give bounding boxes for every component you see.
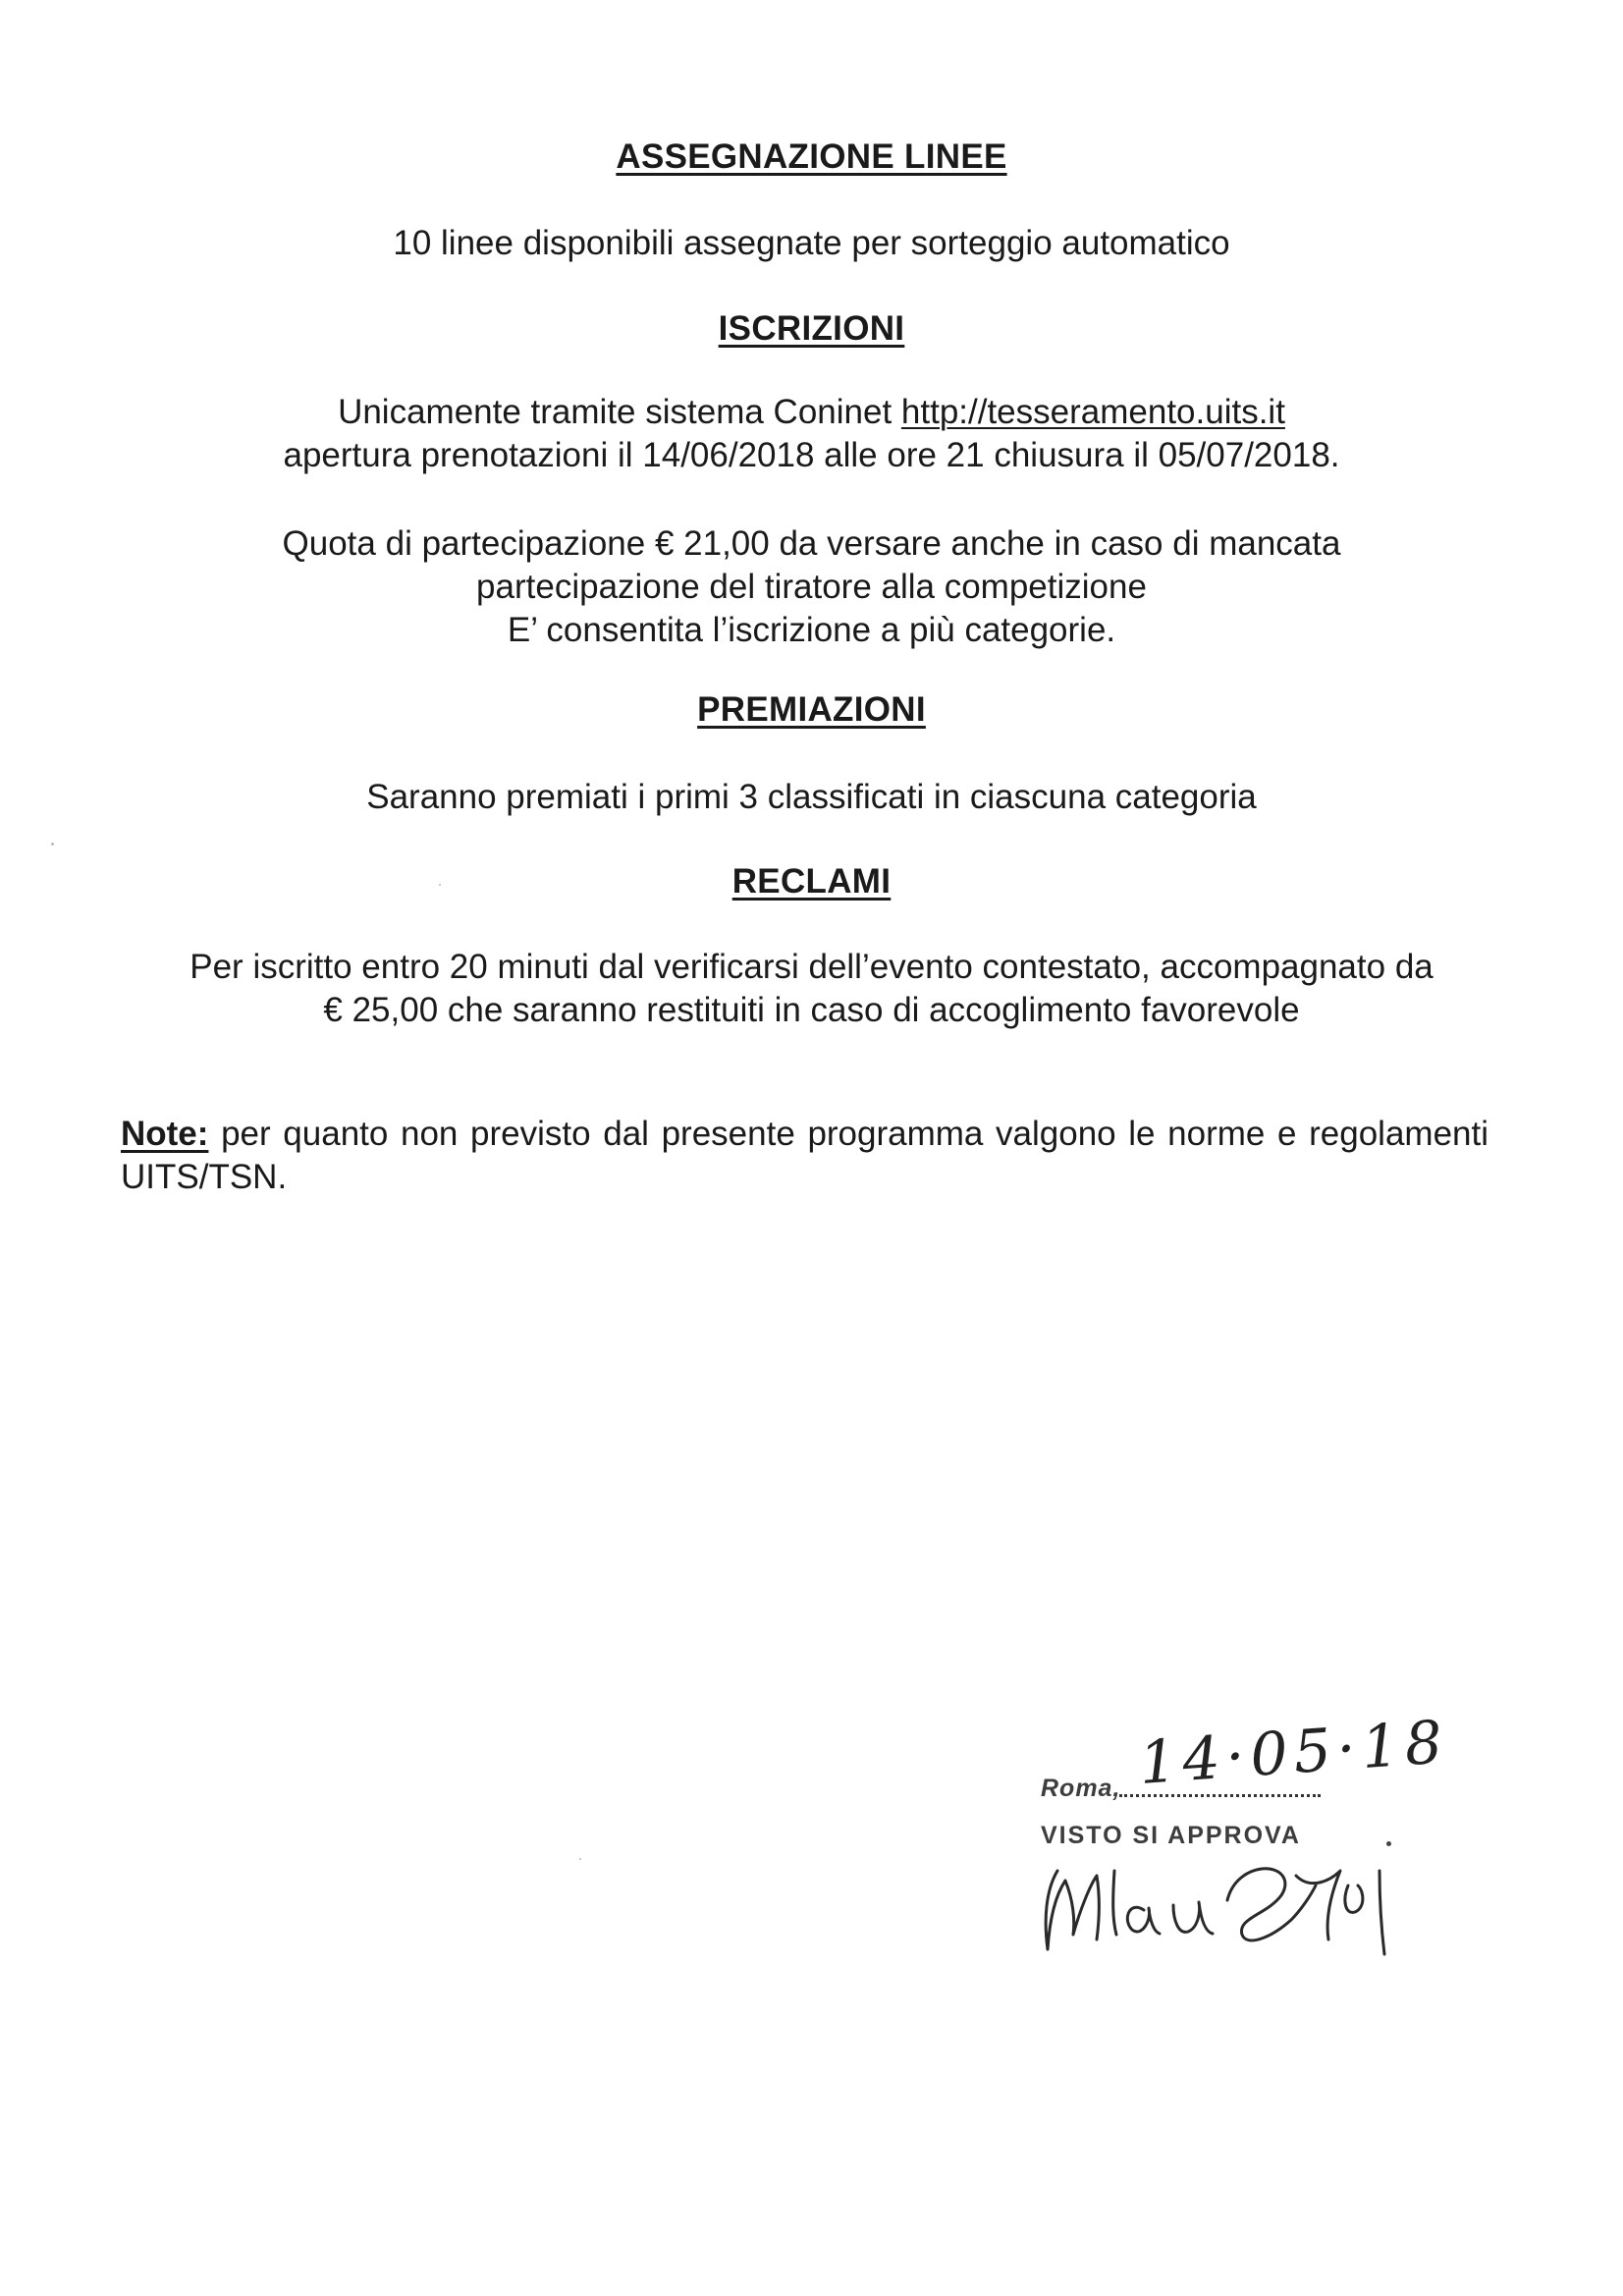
- signature-image: [1036, 1841, 1429, 1959]
- iscrizioni-text: [0, 391, 1623, 477]
- stamp-place: Roma,: [1041, 1775, 1121, 1802]
- tesseramento-link[interactable]: http://tesseramento.uits.it: [900, 393, 1285, 431]
- assegnazione-text: [0, 222, 1623, 265]
- heading-reclami: RECLAMI: [731, 862, 892, 901]
- assegnazione-line: 10 linee disponibili assegnate per sorteggio automatico: [393, 224, 1230, 262]
- scan-speck: [579, 1858, 581, 1860]
- heading-iscrizioni: ISCRIZIONI: [718, 309, 905, 348]
- iscrizioni-line-2: apertura prenotazioni il 14/06/2018 alle ore 21 chiusura il 05/07/2018.: [283, 436, 1340, 474]
- scan-speck: [439, 884, 441, 886]
- quota-line-1: Quota di partecipazione € 21,00 da versare anche in caso di mancata: [282, 524, 1341, 563]
- iscrizioni-line-1: [0, 391, 1623, 434]
- scan-speck: [51, 843, 54, 846]
- heading-premiazioni: PREMIAZIONI: [697, 690, 926, 729]
- quota-text: [0, 522, 1623, 652]
- quota-line-3: E’ consentita l’iscrizione a più categorie.: [507, 611, 1116, 649]
- quota-line-2: partecipazione del tiratore alla competizione: [476, 568, 1147, 606]
- note-text: per quanto non previsto dal presente programma valgono le norme e regolamenti UITS/TSN.: [121, 1115, 1488, 1196]
- stamp-date: 14·05·18: [1136, 1708, 1451, 1798]
- iscrizioni-prefix: Unicamente tramite sistema Coninet: [338, 393, 901, 431]
- premiazioni-text: [0, 776, 1623, 819]
- reclami-line-2: € 25,00 che saranno restituiti in caso di accoglimento favorevole: [323, 991, 1300, 1029]
- note-label: Note:: [121, 1115, 209, 1153]
- stamp-approval-text: VISTO SI APPROVA: [1041, 1822, 1301, 1849]
- reclami-line-1: Per iscritto entro 20 minuti dal verificarsi dell’evento contestato, accompagnato da: [189, 948, 1434, 986]
- heading-assegnazione-linee: ASSEGNAZIONE LINEE: [616, 137, 1007, 176]
- note-paragraph: [121, 1113, 1488, 1199]
- premiazioni-line: Saranno premiati i primi 3 classificati in ciascuna categoria: [366, 778, 1257, 816]
- reclami-text: [0, 946, 1623, 1032]
- approval-stamp: [1021, 1704, 1451, 1959]
